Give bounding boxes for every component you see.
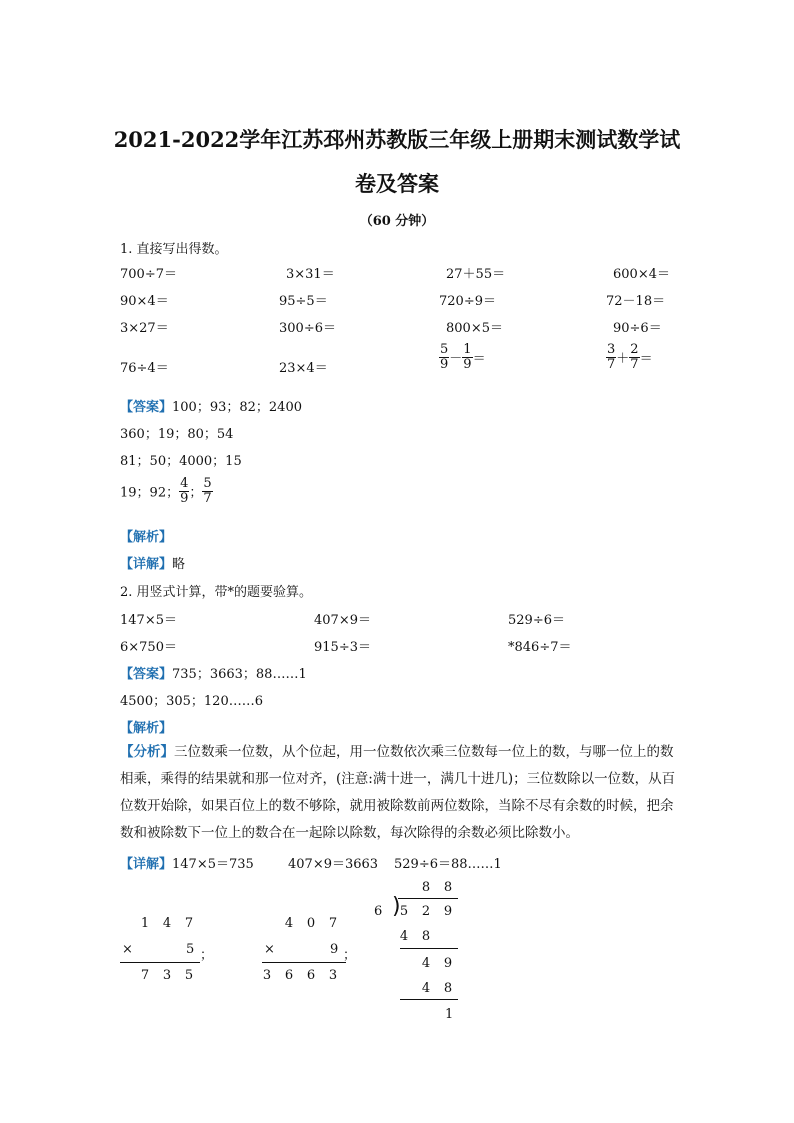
fraction: $\frac{5}{9}$ (440, 342, 449, 372)
division-bracket-icon: ) (392, 894, 401, 919)
division-rule (400, 948, 458, 949)
vertical-mult-2-multiplier: 9 (330, 942, 339, 957)
vertical-mult-2-top: 4 0 7 (284, 916, 338, 931)
q2-answer: 【答案】735；3663；88……1 (120, 667, 307, 682)
q2-item: 529÷6＝ (508, 613, 565, 628)
q1-item: 72－18＝ (606, 294, 666, 309)
division-dividend: 5 2 9 (399, 904, 453, 919)
q1-item: 90×4＝ (120, 294, 169, 309)
q1-item: 300÷6＝ (279, 321, 336, 336)
q2-detail-item: 529÷6＝88……1 (394, 857, 502, 872)
fraction: $\frac{1}{9}$ (463, 342, 472, 372)
q1-fraction-expression: $\frac{5}{9}$ － $\frac{1}{9}$ ＝ (440, 342, 486, 372)
q2-item: 6×750＝ (120, 640, 177, 655)
division-step: 4 8 (399, 929, 431, 944)
page-title: 2021-2022学年江苏邳州苏教版三年级上册期末测试数学试 (113, 127, 681, 152)
question-1-prompt: 1. 直接写出得数。 (120, 242, 228, 257)
q1-item: 90÷6＝ (613, 321, 662, 336)
q1-detail: 【详解】略 (120, 557, 186, 572)
vertical-mult-2-rule (262, 962, 346, 963)
semicolon: ； (343, 948, 357, 963)
question-2-prompt: 2. 用竖式计算，带*的题要验算。 (120, 585, 313, 600)
q2-answer-line: 4500；305；120……6 (120, 694, 263, 709)
q1-analysis-tag: 【解析】 (120, 530, 173, 545)
q1-answer-line: 19；92； $\frac{4}{9}$ ； $\frac{5}{7}$ (120, 476, 212, 506)
q1-answer-line: 360；19；80；54 (120, 427, 234, 442)
fraction: $\frac{4}{9}$ (180, 476, 189, 506)
q2-item: *846÷7＝ (508, 640, 572, 655)
division-remainder: 1 (445, 1007, 454, 1022)
q1-item: 600×4＝ (613, 267, 670, 282)
q1-item: 700÷7＝ (120, 267, 177, 282)
fraction: $\frac{2}{7}$ (630, 342, 639, 372)
division-quotient: 8 8 (421, 880, 453, 895)
division-divisor: 6 (374, 904, 383, 919)
q1-item: 3×27＝ (120, 321, 169, 336)
q1-item: 23×4＝ (279, 361, 328, 376)
q1-item: 720÷9＝ (439, 294, 496, 309)
time-limit: （60 分钟） (359, 214, 435, 229)
division-rule (400, 999, 458, 1000)
page-title-line2: 卷及答案 (355, 171, 439, 196)
times-sign: × (122, 942, 133, 957)
q2-item: 147×5＝ (120, 613, 177, 628)
q1-item: 95÷5＝ (279, 294, 328, 309)
fraction: $\frac{5}{7}$ (203, 476, 212, 506)
q2-detail: 【详解】147×5＝735 (120, 857, 254, 872)
q1-fraction-expression: $\frac{3}{7}$ ＋ $\frac{2}{7}$ ＝ (607, 342, 653, 372)
vertical-mult-1-top: 1 4 7 (140, 916, 194, 931)
q2-analysis: 【分析】三位数乘一位数，从个位起，用一位数依次乘三位数每一位上的数，与哪一位上的数相乘，乘得的结果就和那一位对齐，(注意:满十进一，满几十进几)；三位数除以一位数，从百位数开始除，如果百位上的数不够除，就用被除数前两位数除，当除不尽有余数的时候，把余数和被除数下一位上的数合在一起除以除数，每次除得的余数必须比除数小。 (120, 744, 676, 841)
vertical-mult-2-result: 3 6 6 3 (262, 968, 338, 983)
vertical-mult-1-rule (120, 962, 200, 963)
times-sign: × (264, 942, 275, 957)
q1-item: 76÷4＝ (120, 361, 169, 376)
q1-item: 3×31＝ (286, 267, 335, 282)
fraction: $\frac{3}{7}$ (607, 342, 616, 372)
q1-item: 27＋55＝ (446, 267, 506, 282)
q1-item: 800×5＝ (446, 321, 503, 336)
vertical-mult-1-multiplier: 5 (186, 942, 195, 957)
semicolon: ； (200, 948, 214, 963)
q1-answer: 【答案】100；93；82；2400 (120, 400, 302, 415)
division-step: 4 9 (421, 956, 453, 971)
division-bar (398, 898, 458, 899)
division-step: 4 8 (421, 981, 453, 996)
q1-answer-line: 81；50；4000；15 (120, 454, 242, 469)
vertical-mult-1-result: 7 3 5 (140, 968, 194, 983)
q2-detail-item: 407×9＝3663 (288, 857, 379, 872)
q2-item: 407×9＝ (314, 613, 371, 628)
q2-analysis-tag: 【解析】 (120, 721, 173, 736)
q2-item: 915÷3＝ (314, 640, 371, 655)
